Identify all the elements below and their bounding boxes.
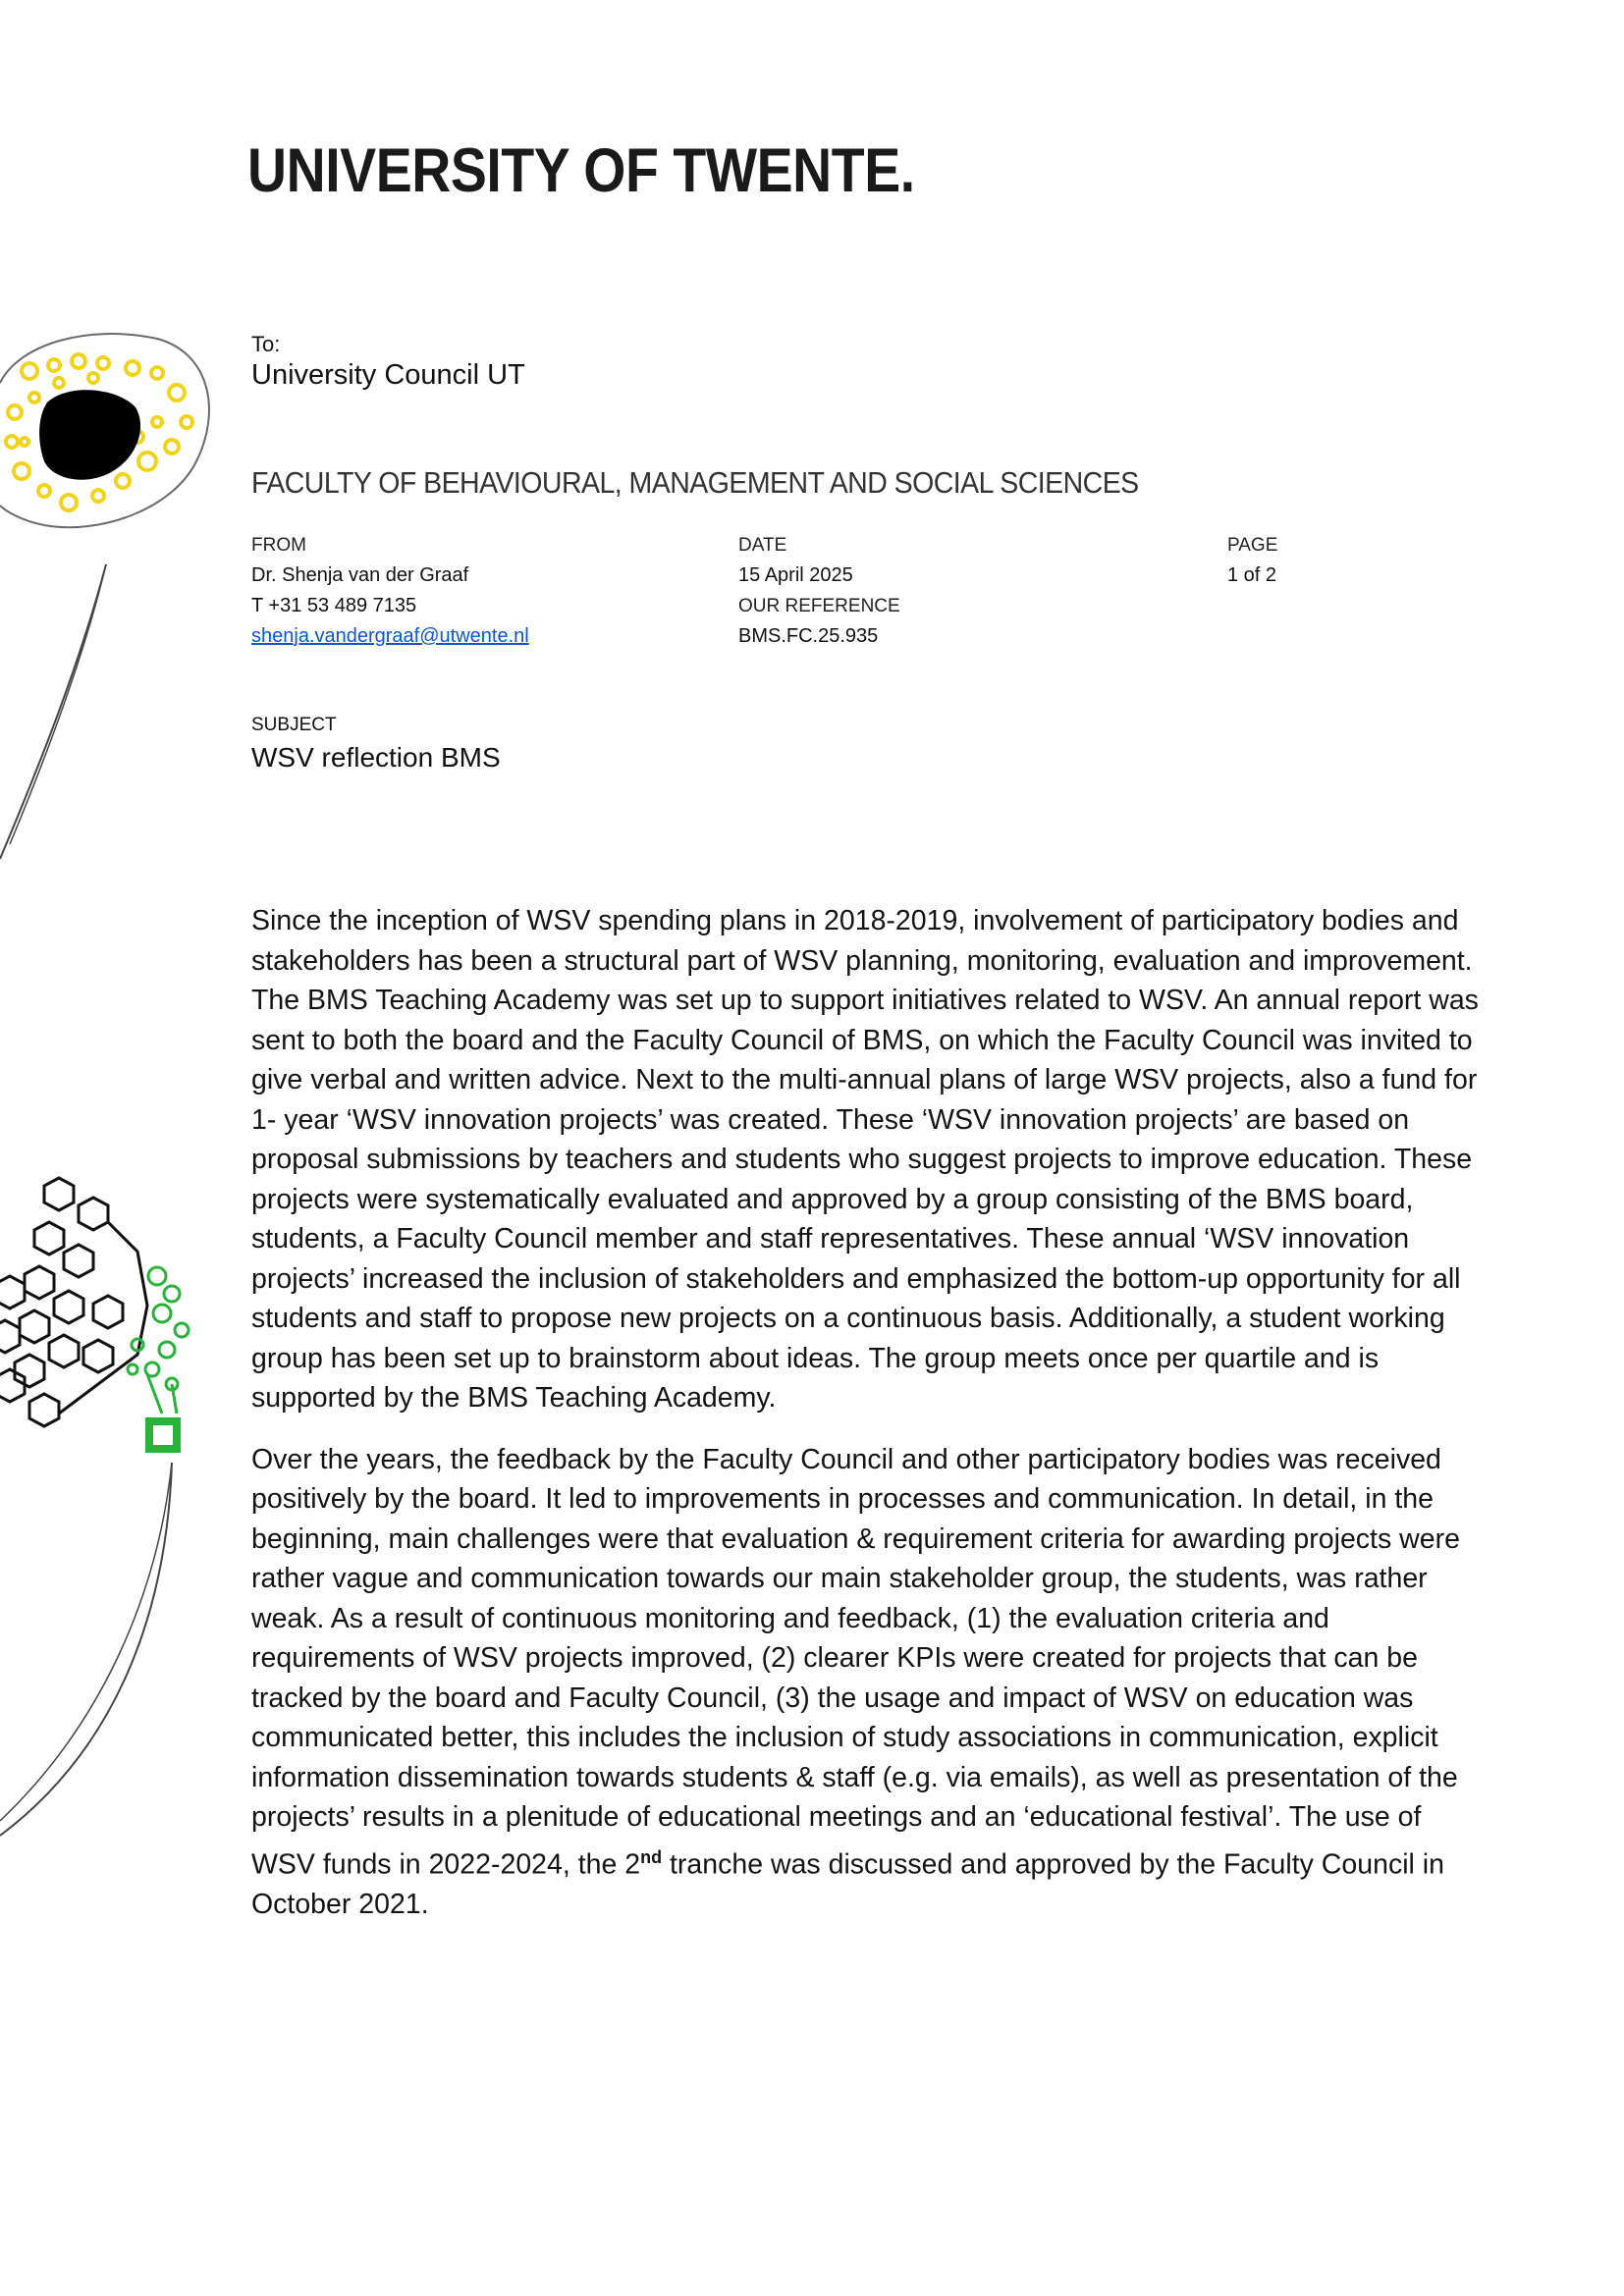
sender-phone: T +31 53 489 7135 [251, 595, 417, 616]
recipient-name: University Council UT [251, 359, 525, 391]
from-block [251, 530, 529, 652]
from-label: FROM [251, 535, 306, 556]
date-label: DATE [738, 535, 787, 556]
body-paragraph-1: Since the inception of WSV spending plans in 2018-2019, involvement of participatory bodies and stakeholders has been a structural part of WSV planning, monitoring, evaluation and improvement. The BMS Teaching Academy was set up to support initiatives related to WSV. An annual report was sent to both the board and the Faculty Council of BMS, on which the Faculty Council was invited to give verbal and written advice. Next to the multi-annual plans of large WSV projects, also a fund for 1- year ‘WSV innovation projects’ was created. These ‘WSV innovation projects’ are based on proposal submissions by teachers and students who suggest projects to improve education. These projects were systematically evaluated and approved by a group consisting of the BMS board, students, a Faculty Council member and staff representatives. These annual ‘WSV innovation projects’ increased the inclusion of stakeholders and emphasized the bottom-up opportunity for all students and staff to propose new projects on a continuous basis. Additionally, a student working group has been set up to brainstorm about ideas. The group meets once per quartile and is supported by the BMS Teaching Academy. [251, 905, 1479, 1414]
sender-email-link[interactable]: shenja.vandergraaf@utwente.nl [251, 625, 529, 647]
date-block [738, 530, 900, 652]
ordinal-superscript: nd [640, 1846, 663, 1867]
reference-value: BMS.FC.25.935 [738, 625, 879, 647]
page-number: 1 of 2 [1227, 564, 1277, 586]
letter-body [251, 901, 1479, 1946]
paragraph-2-text-end: tranche was discussed and approved by the Faculty Council in October 2021. [251, 1848, 1444, 1920]
page-label: PAGE [1227, 535, 1278, 556]
decorative-artwork [0, 0, 255, 2296]
date-value: 15 April 2025 [738, 564, 853, 586]
decorative-line [0, 1463, 172, 1836]
paragraph-2-text-start: Over the years, the feedback by the Faculty Council and other participatory bodies was received positively by the board. It led to improvements in processes and communication. In detail, in the beginning, main challenges were that evaluation & requirement criteria for awarding projects were rather vague and communication towards our main stakeholder group, the students, was rather weak. As a result of continuous monitoring and feedback, (1) the evaluation criteria and requirements of WSV projects improved, (2) clearer KPIs were created for projects that can be tracked by the board and Faculty Council, (3) the usage and impact of WSV on education was communicated better, this includes the inclusion of study associations in communication, explicit information dissemination towards students & staff (e.g. via emails), as well as presentation of the projects’ results in a plenitude of educational meetings and an ‘educational festival’. The use of WSV funds in 2022-2024, the 2 [251, 1443, 1460, 1880]
hexagon-network-illustration [0, 1178, 147, 1426]
faculty-heading: FACULTY OF BEHAVIOURAL, MANAGEMENT AND SOCIAL SCIENCES [251, 465, 1139, 500]
subject-label: SUBJECT [251, 715, 337, 735]
sender-name: Dr. Shenja van der Graaf [251, 564, 469, 586]
body-paragraph-2 [251, 1440, 1479, 1925]
subject-line: WSV reflection BMS [251, 742, 501, 773]
page-block [1227, 530, 1277, 591]
decorative-line [0, 564, 106, 859]
green-square-icon [149, 1421, 177, 1449]
university-logo: UNIVERSITY OF TWENTE. [247, 136, 915, 205]
recipient-label: To: [251, 332, 281, 356]
decorative-line [0, 1463, 172, 1821]
yellow-cells-illustration [0, 334, 209, 527]
reference-label: OUR REFERENCE [738, 596, 900, 616]
green-cells-illustration [128, 1267, 189, 1414]
